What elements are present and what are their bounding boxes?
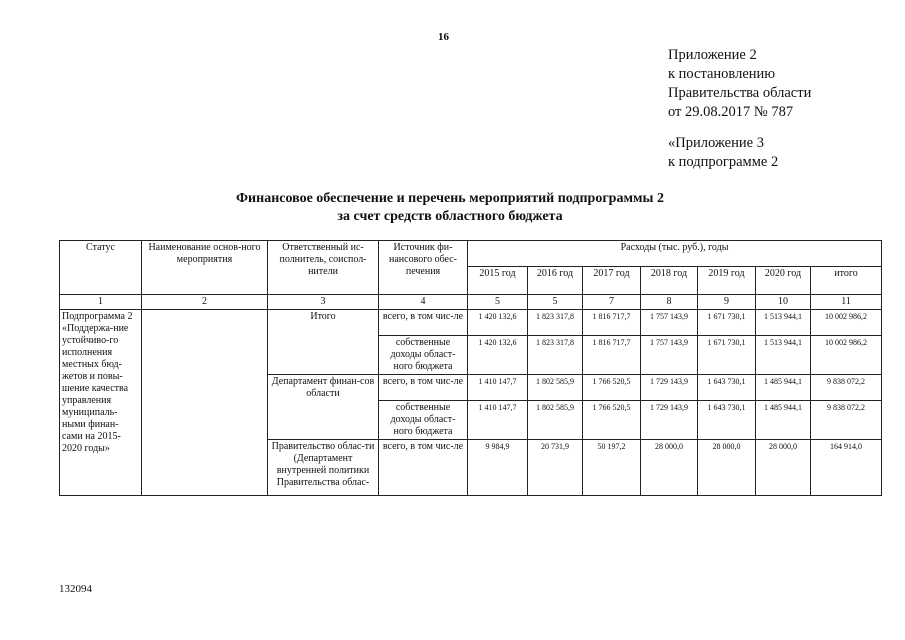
value-cell: 1 513 944,1: [756, 310, 811, 336]
source-cell: собственные доходы област-ного бюджета: [379, 401, 468, 440]
document-title: [150, 190, 750, 226]
source-cell: собственные доходы област-ного бюджета: [379, 336, 468, 375]
column-number: 5: [528, 295, 583, 310]
value-cell: 9 838 072,2: [811, 375, 882, 401]
measure-cell: [142, 310, 268, 496]
value-cell: 1 420 132,6: [468, 336, 528, 375]
header-year: 2020 год: [756, 267, 811, 295]
value-cell: 1 757 143,9: [641, 310, 698, 336]
appendix-line: к подпрограмме 2: [668, 154, 779, 170]
value-cell: 28 000,0: [698, 440, 756, 496]
value-cell: 1 485 944,1: [756, 401, 811, 440]
header-executor: Ответственный ис-полнитель, соиспол-нители: [268, 241, 379, 295]
value-cell: 1 729 143,9: [641, 375, 698, 401]
value-cell: 1 410 147,7: [468, 375, 528, 401]
value-cell: 1 816 717,7: [583, 310, 641, 336]
finance-table: [59, 240, 882, 496]
header-year: 2017 год: [583, 267, 641, 295]
value-cell: 28 000,0: [641, 440, 698, 496]
appendix-gap: [668, 122, 811, 134]
title-line: Финансовое обеспечение и перечень мероприятий подпрограммы 2: [236, 191, 664, 206]
column-number: 4: [379, 295, 468, 310]
page-number: 16: [438, 31, 449, 43]
column-number: 10: [756, 295, 811, 310]
source-cell: всего, в том чис-ле: [379, 375, 468, 401]
header-total: итого: [811, 267, 882, 295]
value-cell: 20 731,9: [528, 440, 583, 496]
source-cell: всего, в том чис-ле: [379, 310, 468, 336]
status-cell: Подпрограмма 2 «Поддержа-ние устойчиво-го исполнения местных бюд-жетов и повы-шение качества управления муниципаль-ными финан-сами на 2015-2020 годы»: [60, 310, 142, 496]
appendix-line: Правительства области: [668, 85, 812, 101]
header-status: Статус: [60, 241, 142, 295]
header-source: Источник фи-нансового обес-печения: [379, 241, 468, 295]
value-cell: 10 002 986,2: [811, 336, 882, 375]
value-cell: 9 838 072,2: [811, 401, 882, 440]
appendix-line: к постановлению: [668, 66, 776, 82]
value-cell: 1 823 317,8: [528, 310, 583, 336]
appendix-line: «Приложение 3: [668, 135, 764, 151]
value-cell: 164 914,0: [811, 440, 882, 496]
executor-cell: Правительство облас-ти (Департамент внутренней политики Правительства облас-: [268, 440, 379, 496]
header-year: 2019 год: [698, 267, 756, 295]
column-number: 11: [811, 295, 882, 310]
value-cell: 9 984,9: [468, 440, 528, 496]
header-year: 2016 год: [528, 267, 583, 295]
value-cell: 1 802 585,9: [528, 375, 583, 401]
value-cell: 1 671 730,1: [698, 310, 756, 336]
value-cell: 1 766 520,5: [583, 375, 641, 401]
header-measure: Наименование основ-ного мероприятия: [142, 241, 268, 295]
value-cell: 1 671 730,1: [698, 336, 756, 375]
header-year: 2018 год: [641, 267, 698, 295]
value-cell: 1 420 132,6: [468, 310, 528, 336]
value-cell: 1 643 730,1: [698, 375, 756, 401]
appendix-block: [668, 46, 811, 172]
value-cell: 1 729 143,9: [641, 401, 698, 440]
column-number: 7: [583, 295, 641, 310]
value-cell: 1 643 730,1: [698, 401, 756, 440]
appendix-line: Приложение 2: [668, 47, 757, 63]
column-number: 8: [641, 295, 698, 310]
appendix-line: от 29.08.2017 № 787: [668, 104, 794, 120]
header-expenses: Расходы (тыс. руб.), годы: [468, 241, 882, 267]
source-cell: всего, в том чис-ле: [379, 440, 468, 496]
value-cell: 1 766 520,5: [583, 401, 641, 440]
value-cell: 10 002 986,2: [811, 310, 882, 336]
header-year: 2015 год: [468, 267, 528, 295]
value-cell: 1 823 317,8: [528, 336, 583, 375]
value-cell: 1 802 585,9: [528, 401, 583, 440]
title-line: за счет средств областного бюджета: [337, 209, 563, 224]
executor-cell: Департамент финан-сов области: [268, 375, 379, 440]
value-cell: 1 816 717,7: [583, 336, 641, 375]
value-cell: 50 197,2: [583, 440, 641, 496]
value-cell: 1 410 147,7: [468, 401, 528, 440]
value-cell: 28 000,0: [756, 440, 811, 496]
value-cell: 1 485 944,1: [756, 375, 811, 401]
value-cell: 1 757 143,9: [641, 336, 698, 375]
column-number: 2: [142, 295, 268, 310]
column-number: 3: [268, 295, 379, 310]
column-number: 1: [60, 295, 142, 310]
column-number: 9: [698, 295, 756, 310]
column-number: 5: [468, 295, 528, 310]
document-code: 132094: [59, 583, 92, 595]
executor-cell: Итого: [268, 310, 379, 375]
value-cell: 1 513 944,1: [756, 336, 811, 375]
